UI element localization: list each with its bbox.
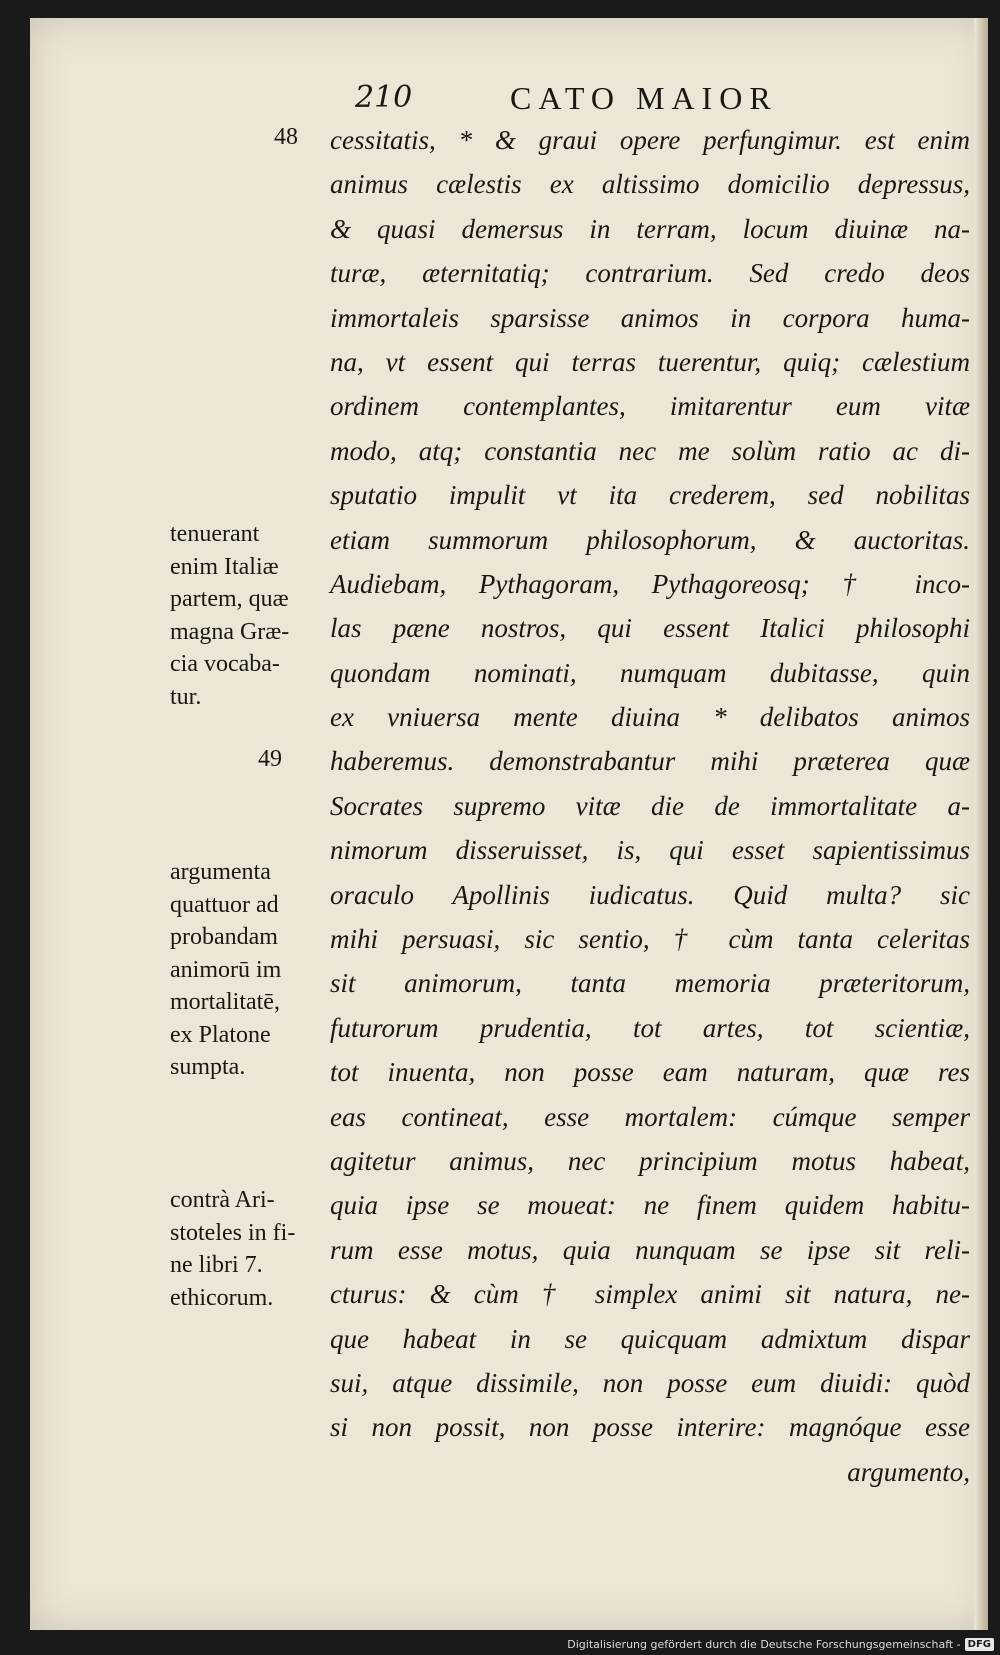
margin-note-line: quattuor ad bbox=[170, 891, 279, 918]
page-header bbox=[30, 80, 988, 120]
dfg-logo: DFG bbox=[965, 1638, 994, 1651]
margin-note-line: tenuerant bbox=[170, 521, 260, 547]
text-line: ordinem contemplantes, imitarentur eum vitæ bbox=[330, 391, 970, 422]
main-text bbox=[330, 118, 970, 1494]
section-marker-49: 49 bbox=[258, 746, 282, 772]
text-line: Socrates supremo vitæ die de immortalitate a- bbox=[330, 790, 970, 821]
text-line: nimorum disseruisset, is, qui esset sapientissimus bbox=[330, 835, 970, 866]
margin-note-line: tur. bbox=[170, 683, 202, 710]
margin-note-line: cia vocaba- bbox=[170, 651, 280, 677]
text-line: na, vt essent qui terras tuerentur, quiq; cælestium bbox=[330, 346, 970, 377]
margin-note-line: stoteles in fi- bbox=[170, 1219, 296, 1246]
text-line: sit animorum, tanta memoria præteritorum, bbox=[330, 968, 970, 999]
margin-note-line: contrà Ari- bbox=[170, 1187, 275, 1213]
text-line: que habeat in se quicquam admixtum dispar bbox=[330, 1323, 970, 1354]
margin-note-line: ethicorum. bbox=[170, 1284, 274, 1311]
text-line: eas contineat, esse mortalem: cúmque semper bbox=[330, 1101, 970, 1132]
margin-note-line: enim Italiæ bbox=[170, 553, 279, 580]
text-line: sui, atque dissimile, non posse eum diuidi: quòd bbox=[330, 1367, 970, 1398]
text-line: argumento, bbox=[847, 1456, 970, 1487]
margin-note-line: ne libri 7. bbox=[170, 1252, 263, 1278]
footer-text: Digitalisierung gefördert durch die Deutsche Forschungsgemeinschaft - bbox=[567, 1638, 961, 1651]
text-line: animus cælestis ex altissimo domicilio depressus, bbox=[330, 169, 970, 200]
text-line: quia ipse se moueat: ne finem quidem habitu- bbox=[330, 1190, 970, 1221]
text-line: futurorum prudentia, tot artes, tot scientiæ, bbox=[330, 1012, 970, 1043]
text-line: immortaleis sparsisse animos in corpora huma- bbox=[330, 302, 970, 333]
margin-note-aristoteles bbox=[170, 1184, 295, 1314]
margin-note-line: sumpta. bbox=[170, 1054, 246, 1080]
text-line: si non possit, non posse interire: magnóque esse bbox=[330, 1412, 970, 1443]
text-line: cessitatis, * & graui opere perfungimur. est enim bbox=[330, 125, 970, 155]
margin-note-line: partem, quæ bbox=[170, 586, 289, 612]
text-line: ex vniuersa mente diuina * delibatos animos bbox=[330, 702, 970, 733]
footer-credit bbox=[567, 1638, 994, 1651]
page-number: 210 bbox=[355, 80, 413, 115]
margin-note-line: argumenta bbox=[170, 859, 271, 885]
text-line: agitetur animus, nec principium motus habeat, bbox=[330, 1145, 970, 1176]
margin-note-italia bbox=[170, 518, 289, 713]
text-line: cturus: & cùm † simplex animi sit natura, ne- bbox=[330, 1279, 970, 1310]
margin-note-line: ex Platone bbox=[170, 1021, 271, 1048]
text-line: sputatio impulit vt ita crederem, sed nobilitas bbox=[330, 480, 970, 511]
margin-note-argumenta bbox=[170, 856, 281, 1084]
text-line: mihi persuasi, sic sentio, † cùm tanta celeritas bbox=[330, 924, 970, 955]
text-line: etiam summorum philosophorum, & auctoritas. bbox=[330, 524, 970, 555]
page-edge bbox=[974, 18, 988, 1630]
margin-note-line: animorū im bbox=[170, 956, 282, 983]
text-line: rum esse motus, quia nunquam se ipse sit reli- bbox=[330, 1234, 970, 1265]
section-marker-48: 48 bbox=[274, 124, 298, 150]
text-line: oraculo Apollinis iudicatus. Quid multa? sic bbox=[330, 879, 970, 910]
text-line: turæ, æternitatiq; contrarium. Sed credo deos bbox=[330, 258, 970, 289]
text-line: haberemus. demonstrabantur mihi præterea quæ bbox=[330, 746, 970, 777]
text-line: Audiebam, Pythagoram, Pythagoreosq; † inco- bbox=[330, 568, 970, 599]
margin-note-line: magna Græ- bbox=[170, 618, 290, 645]
text-line: modo, atq; constantia nec me solùm ratio ac di- bbox=[330, 435, 970, 466]
margin-note-line: probandam bbox=[170, 924, 278, 950]
text-line: las pæne nostros, qui essent Italici philosophi bbox=[330, 613, 970, 644]
text-line: quondam nominati, numquam dubitasse, quin bbox=[330, 657, 970, 688]
text-line: tot inuenta, non posse eam naturam, quæ res bbox=[330, 1057, 970, 1088]
running-title: CATO MAIOR bbox=[510, 80, 778, 116]
text-line: & quasi demersus in terram, locum diuinæ na- bbox=[330, 213, 970, 244]
margin-note-line: mortalitatē, bbox=[170, 989, 280, 1015]
book-page bbox=[30, 18, 988, 1630]
